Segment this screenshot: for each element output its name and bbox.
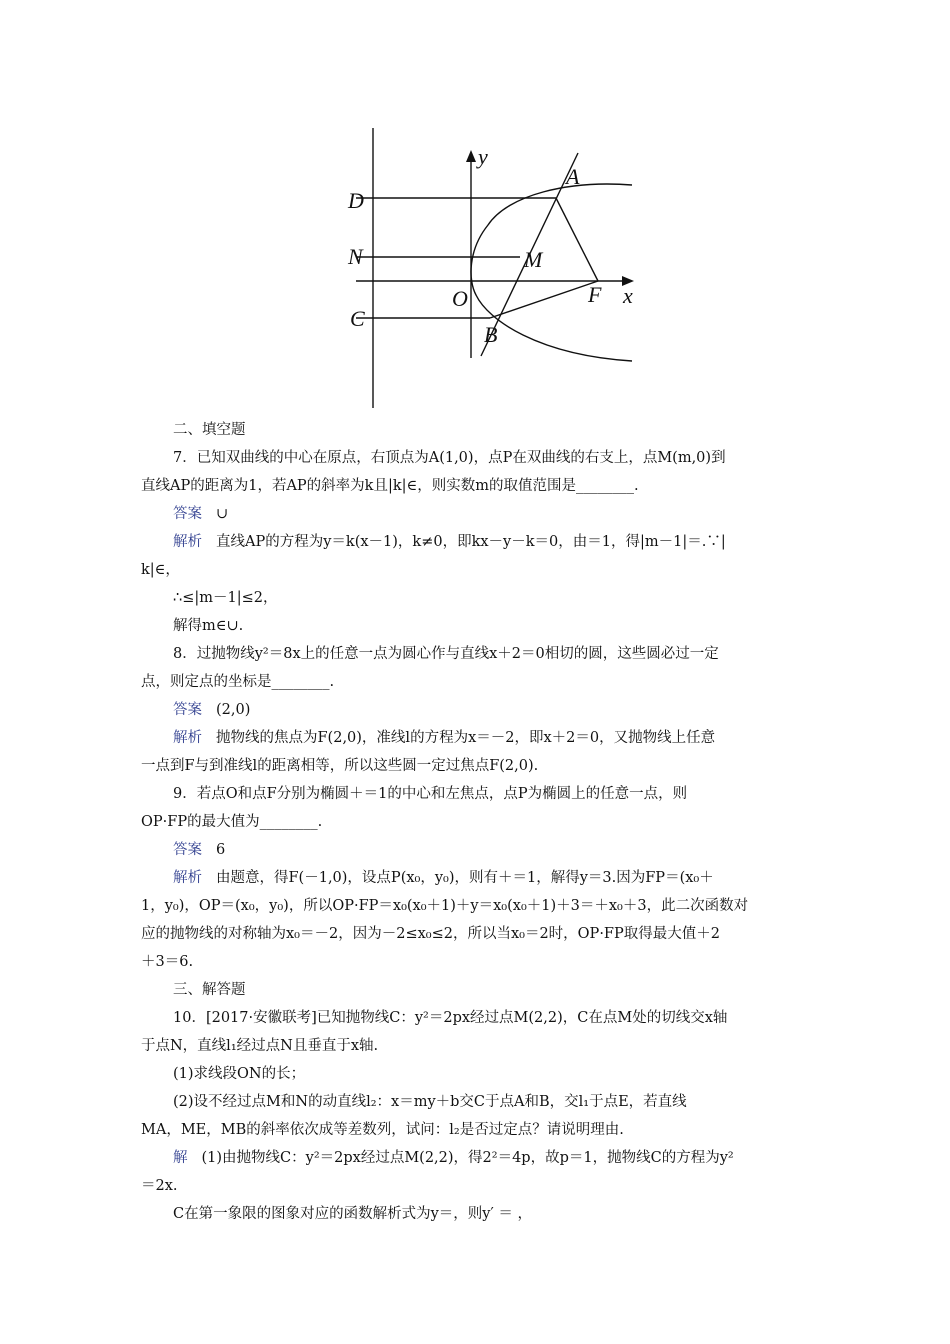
- q7-answer-value: ∪: [216, 506, 229, 522]
- solution-tag: 解: [173, 1150, 188, 1166]
- q7-analysis-text-1: 直线AP的方程为y＝k(x－1)，k≠0，即kx－y－k＝0，由＝1，得|m－1|＝.∵|: [216, 534, 726, 550]
- q10-solution-line-1: [141, 1144, 813, 1172]
- label-x: x: [623, 283, 633, 308]
- y-arrow: [466, 150, 476, 162]
- label-c: C: [350, 306, 365, 331]
- q10-text-line-1: 10．[2017·安徽联考]已知抛物线C：y²＝2px经过点M(2,2)，C在点M处的切线交x轴: [173, 1010, 728, 1026]
- parabola-figure: [318, 120, 664, 412]
- q9-analysis-text-1: 由题意，得F(－1,0)，设点P(x₀，y₀)，则有＋＝1，解得y＝3.因为FP＝(x₀＋: [216, 870, 714, 886]
- segment-bf: [490, 281, 598, 318]
- q9-analysis-line-3: 应的抛物线的对称轴为x₀＝－2，因为－2≤x₀≤2，所以当x₀＝2时，OP·FP取得最大值＋2: [141, 926, 720, 942]
- analysis-tag: 解析: [173, 534, 202, 550]
- label-d: D: [348, 188, 364, 213]
- q9-text-line-2: OP·FP的最大值为________.: [141, 814, 323, 830]
- q8-text-line-2: 点，则定点的坐标是________.: [141, 674, 335, 690]
- q9-analysis-line-2: 1，y₀)，OP＝(x₀，y₀)，所以OP·FP＝x₀(x₀＋1)＋y＝x₀(x₀＋1)＋3＝＋x₀＋3，此二次函数对: [141, 898, 749, 914]
- document-body: [141, 416, 813, 1228]
- section-heading-solve: 三、解答题: [173, 982, 246, 998]
- label-f: F: [588, 282, 602, 307]
- q7-analysis-line-1: [141, 528, 813, 556]
- label-b: B: [484, 322, 498, 347]
- q9-answer-value: 6: [216, 842, 226, 858]
- q7-analysis-line-2: k|∈，: [141, 562, 180, 578]
- answer-tag: 答案: [173, 506, 202, 522]
- q7-answer: [141, 500, 813, 528]
- q10-part-2-line-1: (2)设不经过点M和N的动直线l₂：x＝my＋b交C于点A和B，交l₁于点E，若直线: [173, 1094, 687, 1110]
- q8-answer-value: (2,0): [216, 702, 251, 718]
- q8-text-line-1: 8．过抛物线y²＝8x上的任意一点为圆心作与直线x＋2＝0相切的圆，这些圆必过一定: [173, 646, 719, 662]
- q7-text-line-1: 7．已知双曲线的中心在原点，右顶点为A(1,0)，点P在双曲线的右支上，点M(m,0)到: [173, 450, 726, 466]
- answer-tag: 答案: [173, 702, 202, 718]
- q7-analysis-line-4: 解得m∈∪.: [173, 618, 244, 634]
- q8-analysis-line-1: [141, 724, 813, 752]
- segment-af: [556, 198, 598, 281]
- q10-part-1: (1)求线段ON的长；: [173, 1066, 306, 1082]
- label-o: O: [452, 286, 468, 311]
- q8-answer: [141, 696, 813, 724]
- label-y: y: [478, 144, 488, 169]
- q10-solution-line-3: C在第一象限的图象对应的函数解析式为y＝，则y′ ＝ ，: [173, 1206, 532, 1222]
- label-n: N: [348, 244, 363, 269]
- section-heading-fill-blank: 二、填空题: [173, 422, 246, 438]
- analysis-tag: 解析: [173, 730, 202, 746]
- q7-text-line-2: 直线AP的距离为1，若AP的斜率为k且|k|∈，则实数m的取值范围是________.: [141, 478, 639, 494]
- q10-solution-text-1: (1)由抛物线C：y²＝2px经过点M(2,2)，得2²＝4p，故p＝1，抛物线C的方程为y²: [201, 1150, 734, 1166]
- q9-text-line-1: 9．若点O和点F分别为椭圆＋＝1的中心和左焦点，点P为椭圆上的任意一点，则: [173, 786, 688, 802]
- answer-tag: 答案: [173, 842, 202, 858]
- q8-analysis-text-1: 抛物线的焦点为F(2,0)，准线l的方程为x＝－2，即x＋2＝0，又抛物线上任意: [216, 730, 716, 746]
- q10-text-line-2: 于点N，直线l₁经过点N且垂直于x轴.: [141, 1038, 379, 1054]
- label-a: A: [566, 164, 580, 189]
- q9-analysis-line-4: ＋3＝6.: [141, 954, 194, 970]
- q10-solution-line-2: ＝2x.: [141, 1178, 178, 1194]
- q9-answer: [141, 836, 813, 864]
- analysis-tag: 解析: [173, 870, 202, 886]
- q7-analysis-line-3: ∴≤|m－1|≤2，: [173, 590, 278, 606]
- q10-part-2-line-2: MA，ME，MB的斜率依次成等差数列，试问：l₂是否过定点？请说明理由.: [141, 1122, 624, 1138]
- q8-analysis-line-2: 一点到F与到准线l的距离相等，所以这些圆一定过焦点F(2,0).: [141, 758, 539, 774]
- label-m: M: [524, 247, 543, 272]
- q9-analysis-line-1: [141, 864, 813, 892]
